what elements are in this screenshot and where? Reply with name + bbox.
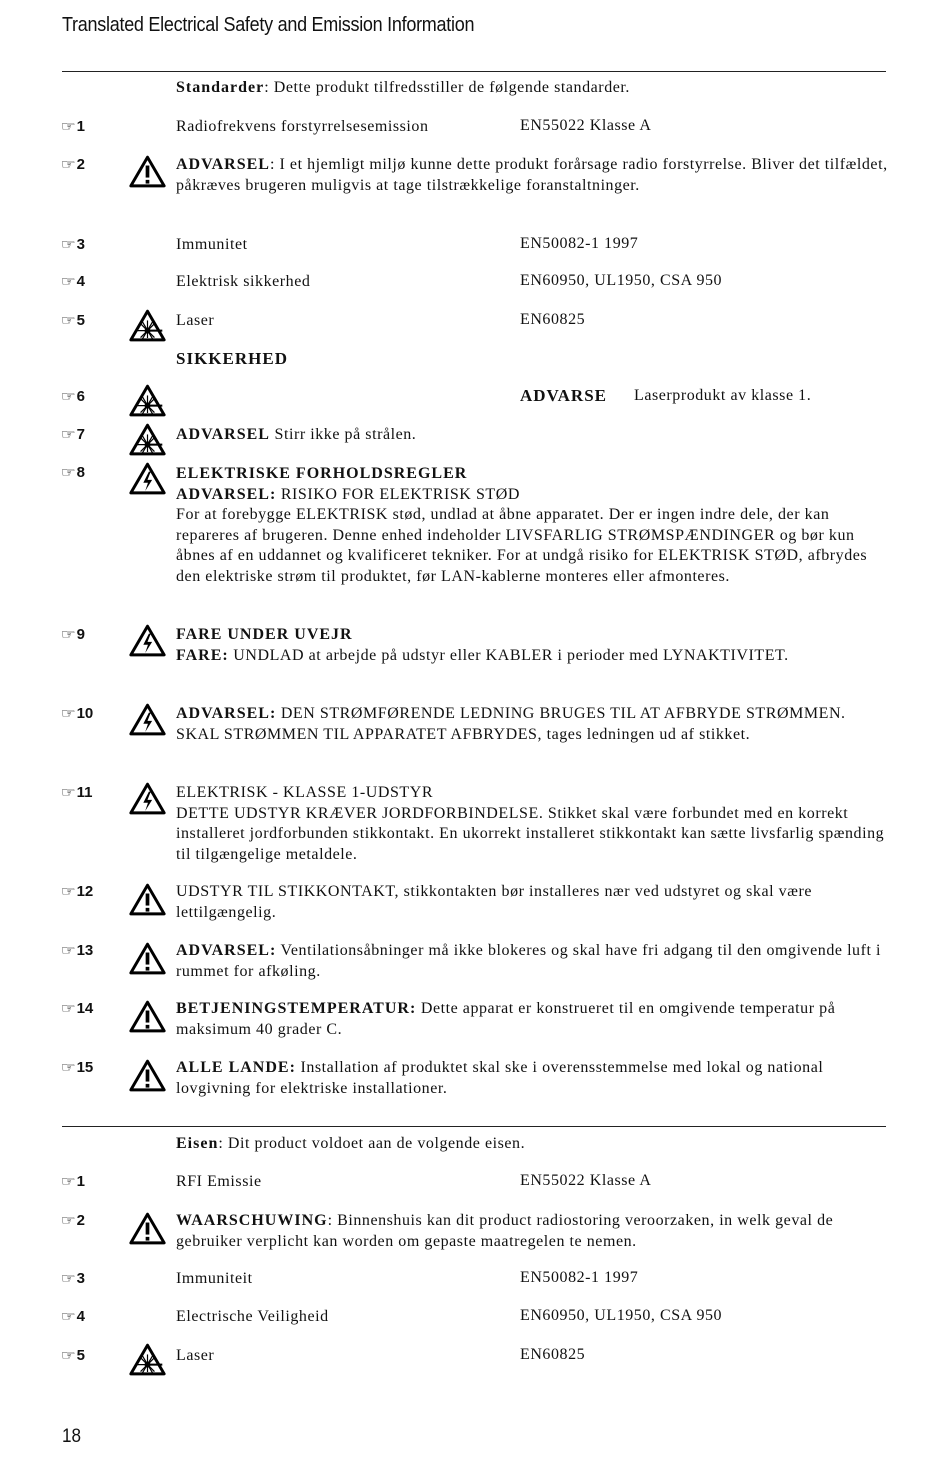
warning-label: FARE: [176, 646, 229, 664]
item-number: 11 [76, 784, 93, 801]
item-number: 1 [76, 118, 85, 135]
item-marker [62, 273, 85, 290]
pointing-hand-icon: ☞ [60, 1059, 76, 1075]
item-standard: EN60950, UL1950, CSA 950 [520, 1307, 723, 1324]
item-number: 3 [76, 1270, 85, 1287]
item-text [176, 1058, 888, 1099]
item-body: For at forebygge ELEKTRISK stød, undlad at åbne apparatet. Der er ingen indre dele, der kan repareres af brugeren. Denne enhed indeholder LIVSFARLIG STRØMSPÆNDINGER og bør kun åbnes af en uddannet og kvalificeret tekniker. For at undgå risiko for ELEKTRISK STØD, afbrydes den elektriske strøm til produktet, før LAN-kablerne monteres eller afmonteres. [176, 506, 868, 585]
electric-shock-icon [129, 703, 166, 737]
electric-shock-icon [129, 462, 166, 496]
item-number: 3 [76, 236, 85, 253]
pointing-hand-icon: ☞ [60, 1270, 76, 1286]
laser-radiation-icon [129, 309, 166, 343]
pointing-hand-icon: ☞ [60, 883, 76, 899]
warning-text: Dette apparat er konstrueret til en omgivende temperatur på maksimum 40 grader C. [176, 1000, 836, 1038]
item-title: ELEKTRISK - KLASSE 1-UDSTYR [176, 784, 434, 801]
warning-label: BETJENINGSTEMPERATUR: [176, 1000, 417, 1017]
item-number: 10 [76, 705, 94, 722]
pointing-hand-icon: ☞ [60, 1173, 76, 1189]
standards-intro-text: : Dette produkt tilfredsstiller de følgende standarder. [264, 79, 630, 96]
laser-radiation-icon [129, 1343, 166, 1377]
warning-text: : I et hjemligt miljø kunne dette produkt forårsage radio forstyrrelse. Bliver det tilfældet, påkræves brugeren muligvis at tage tilstrækkelige foranstaltninger. [176, 156, 888, 194]
warning-triangle-icon [129, 883, 166, 917]
section-divider [62, 1126, 886, 1127]
standards-intro [176, 1134, 888, 1155]
pointing-hand-icon: ☞ [60, 273, 76, 289]
item-label: Radiofrekvens forstyrrelsesemission [176, 118, 429, 135]
item-label: Immuniteit [176, 1270, 253, 1287]
item-standard: EN55022 Klasse A [520, 1172, 652, 1189]
item-marker [62, 942, 93, 959]
item-marker [62, 156, 85, 173]
warning-label: WAARSCHUWING [176, 1212, 328, 1229]
item-standard: EN60950, UL1950, CSA 950 [520, 272, 723, 289]
item-text [176, 425, 888, 446]
item-marker [62, 426, 85, 443]
item-marker [62, 626, 85, 643]
warning-label: ADVARSEL: [176, 485, 277, 503]
pointing-hand-icon: ☞ [60, 784, 76, 800]
item-number: 1 [76, 1173, 85, 1190]
item-standard: EN50082-1 1997 [520, 235, 639, 252]
item-number: 6 [76, 388, 85, 405]
laser-radiation-icon [129, 423, 166, 457]
safety-heading: SIKKERHED [176, 349, 288, 368]
page-title: Translated Electrical Safety and Emission Information [62, 14, 475, 36]
item-title: ELEKTRISKE FORHOLDSREGLER [176, 465, 468, 482]
pointing-hand-icon: ☞ [60, 464, 76, 480]
item-number: 2 [76, 156, 85, 173]
pointing-hand-icon: ☞ [60, 156, 76, 172]
item-label: Immunitet [176, 236, 248, 253]
warning-label: ADVARSEL [176, 426, 270, 443]
warning-triangle-icon [129, 942, 166, 976]
item-text [176, 464, 888, 587]
item-marker [62, 784, 92, 801]
standards-intro [176, 78, 888, 99]
pointing-hand-icon: ☞ [60, 236, 76, 252]
item-marker [62, 1173, 85, 1190]
item-number: 5 [76, 312, 85, 329]
item-marker [62, 388, 85, 405]
warning-text: Ventilationsåbninger må ikke blokeres og skal have fri adgang til den omgivende luft i rummet for afkøling. [176, 942, 882, 980]
warning-text: : Binnenshuis kan dit product radiostoring veroorzaken, in welk geval de gebruiker verplicht kan worden om gepaste maatregelen te nemen. [176, 1212, 834, 1250]
item-label: Laser [176, 1347, 215, 1364]
item-number: 5 [76, 1347, 85, 1364]
standards-intro-bold: Standarder [176, 79, 265, 96]
item-number: 7 [76, 426, 85, 443]
warning-text: DEN STRØMFØRENDE LEDNING BRUGES TIL AT AFBRYDE STRØMMEN. SKAL STRØMMEN TIL APPARATET AFBRYDES, tages ledningen ud af stikket. [176, 705, 846, 743]
standards-intro-bold: Eisen [176, 1135, 219, 1152]
pointing-hand-icon: ☞ [60, 942, 76, 958]
pointing-hand-icon: ☞ [60, 426, 76, 442]
pointing-hand-icon: ☞ [60, 1308, 76, 1324]
item-number: 4 [76, 1308, 85, 1325]
item-text [176, 941, 888, 982]
standards-intro-text: : Dit product voldoet aan de volgende eisen. [218, 1135, 526, 1152]
item-marker [62, 1212, 85, 1229]
item-standard: EN60825 [520, 1346, 586, 1363]
item-marker [62, 1270, 85, 1287]
item-marker [62, 1308, 85, 1325]
warning-text: RISIKO FOR ELEKTRISK STØD [276, 485, 520, 503]
item-text [176, 1211, 888, 1252]
item-marker [62, 312, 85, 329]
warning-label: ADVARSEL: [176, 942, 277, 959]
warning-label: ALLE LANDE: [176, 1059, 296, 1076]
pointing-hand-icon: ☞ [60, 1000, 76, 1016]
item-number: 9 [76, 626, 85, 643]
item-label: Elektrisk sikkerhed [176, 273, 311, 290]
pointing-hand-icon: ☞ [60, 312, 76, 328]
pointing-hand-icon: ☞ [60, 118, 76, 134]
item-marker [62, 236, 85, 253]
warning-label: ADVARSEL [176, 156, 270, 173]
item-text [176, 704, 888, 745]
warning-text: Stirr ikke på strålen. [269, 426, 417, 443]
pointing-hand-icon: ☞ [60, 388, 76, 404]
electric-shock-icon [129, 782, 166, 816]
item-marker [62, 705, 93, 722]
item-standard: EN55022 Klasse A [520, 117, 652, 134]
item-number: 4 [76, 273, 85, 290]
item-text [176, 783, 888, 865]
warning-text: UNDLAD at arbejde på udstyr eller KABLER i perioder med LYNAKTIVITET. [228, 646, 789, 664]
item-number: 13 [76, 942, 94, 959]
pointing-hand-icon: ☞ [60, 1347, 76, 1363]
item-marker [62, 1000, 93, 1017]
section-divider [62, 71, 886, 72]
item-text: UDSTYR TIL STIKKONTAKT, stikkontakten bør installeres nær ved udstyret og skal være lettilgængelig. [176, 883, 812, 921]
pointing-hand-icon: ☞ [60, 626, 76, 642]
item-text [176, 155, 888, 196]
item-marker [62, 883, 93, 900]
laser-radiation-icon [129, 384, 166, 418]
item-standard: EN60825 [520, 311, 586, 328]
item-number: 15 [76, 1059, 94, 1076]
warning-label: ADVARSEL: [176, 705, 277, 722]
item-title: FARE UNDER UVEJR [176, 626, 353, 643]
item-standard: EN50082-1 1997 [520, 1269, 639, 1286]
item-label: Laser [176, 312, 215, 329]
item-text [176, 625, 888, 666]
item-number: 14 [76, 1000, 94, 1017]
warning-triangle-icon [129, 155, 166, 189]
item-label: Electrische Veiligheid [176, 1308, 329, 1325]
pointing-hand-icon: ☞ [60, 1212, 76, 1228]
item-marker [62, 464, 85, 481]
item-number: 12 [76, 883, 94, 900]
warning-label: ADVARSE [520, 386, 607, 405]
warning-text: Laserprodukt av klasse 1. [634, 387, 812, 404]
item-number: 2 [76, 1212, 85, 1229]
warning-triangle-icon [129, 1000, 166, 1034]
electric-shock-icon [129, 624, 166, 658]
item-text [176, 999, 888, 1040]
warning-triangle-icon [129, 1212, 166, 1246]
page-number: 18 [62, 1426, 82, 1447]
item-marker [62, 1059, 93, 1076]
item-marker [62, 118, 85, 135]
item-body: DETTE UDSTYR KRÆVER JORDFORBINDELSE. Stikket skal være forbundet med en korrekt installeret jordforbunden stikkontakt. En ukorrekt installeret stikkontakt kan sætte livsfarlig spænding til tilgængelige metaldele. [176, 804, 885, 863]
warning-triangle-icon [129, 1059, 166, 1093]
warning-text: Installation af produktet skal ske i overensstemmelse med lokal og national lovgivning for elektriske installationer. [176, 1059, 824, 1097]
item-number: 8 [76, 464, 85, 481]
pointing-hand-icon: ☞ [60, 705, 76, 721]
item-marker [62, 1347, 85, 1364]
item-label: RFI Emissie [176, 1173, 262, 1190]
